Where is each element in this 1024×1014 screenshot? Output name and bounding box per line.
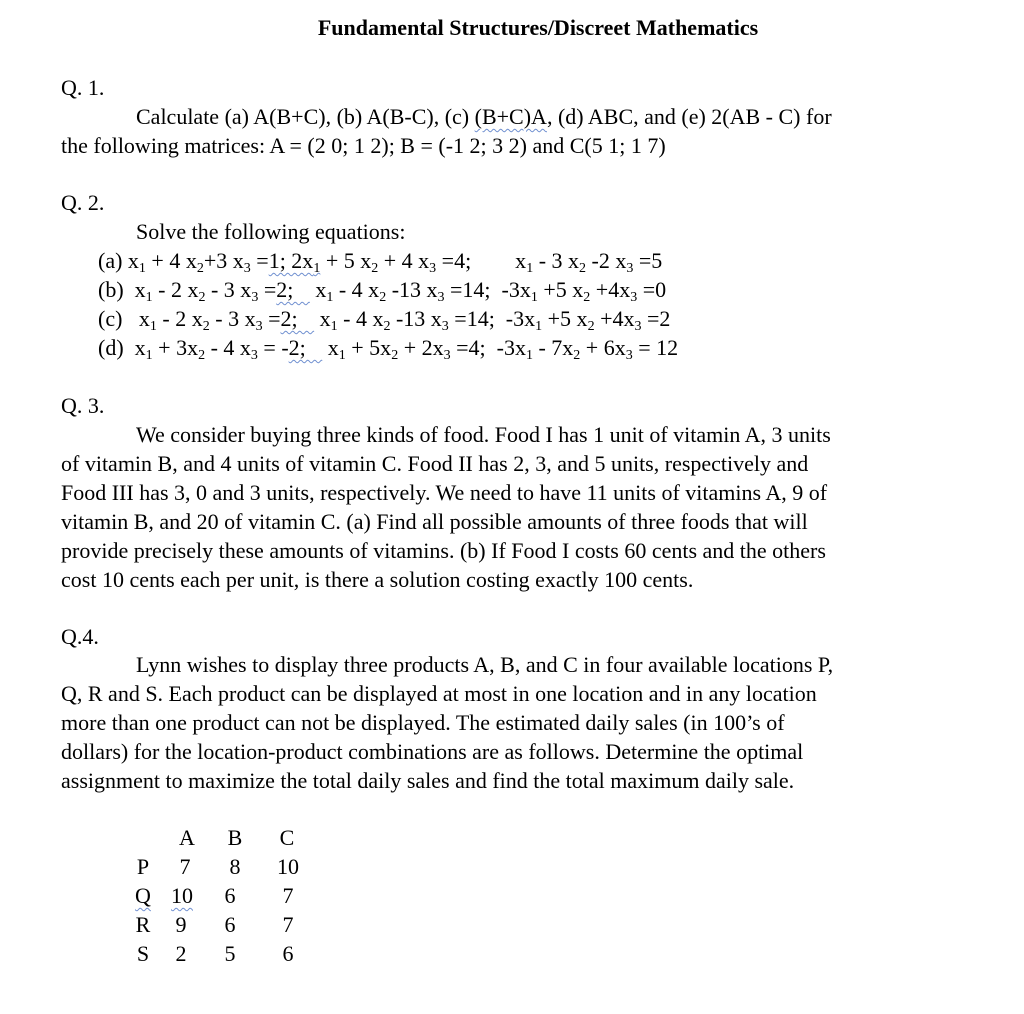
q3-line-5: cost 10 cents each per unit, is there a solution costing exactly 100 cents. [61,567,694,592]
q3-line-4: provide precisely these amounts of vitamins. (b) If Food I costs 60 cents and the others [61,538,826,563]
table-cell: 7 [282,912,294,937]
q3-label: Q. 3. [61,393,105,418]
table-row-label: Q [135,883,151,908]
table-cell: 7 [282,883,294,908]
table-cell: 6 [282,941,294,966]
table-row-label: S [136,941,150,966]
table-cell: 8 [229,854,241,879]
q2-item-b-label: (b) [98,277,124,302]
table-row-label: R [135,912,151,937]
table-row-label: P [136,854,150,879]
q4-line-4: assignment to maximize the total daily sales and find the total maximum daily sale. [61,768,795,793]
sales-table [120,825,320,975]
q2-label: Q. 2. [61,190,105,215]
q1-label: Q. 1. [61,75,105,100]
table-col-header: C [279,825,295,850]
table-cell: 9 [175,912,187,937]
q1-line2: the following matrices: A = (2 0; 1 2); B = (-1 2; 3 2) and C(5 1; 1 7) [61,133,666,158]
q2-item-c-label: (c) [98,306,123,331]
table-col-header: B [227,825,243,850]
q1-line1-post: , (d) ABC, and (e) 2(AB - C) for [546,104,832,129]
table-col-header: A [179,825,195,850]
q3-line-3: vitamin B, and 20 of vitamin C. (a) Find all possible amounts of three foods that will [61,509,808,534]
table-cell: 2 [175,941,187,966]
q2-item-d: (d) $x_1 + 3x_2 - 4$ $x_3 = -2$; $x_1 + 5x_2 + 2x_3 =4$; $-3x_1 - 7x_2 + 6x_3 = 12$ [98,335,679,363]
table-cell: 10 [277,854,299,879]
q1-line1-flag: (B+C)A [474,104,547,129]
q1-line1-pre: Calculate (a) A(B+C), (b) A(B-C), (c) [136,104,475,129]
q1-line1 [136,104,832,130]
q4-label: Q.4. [61,624,99,649]
q3-line-0: We consider buying three kinds of food. Food I has 1 unit of vitamin A, 3 units [136,422,831,447]
table-cell: 10 [171,883,193,908]
table-cell: 5 [224,941,236,966]
q4-line-2: more than one product can not be displayed. The estimated daily sales (in 100’s of [61,710,785,735]
q2-item-d-label: (d) [98,335,124,360]
q3-line-1: of vitamin B, and 4 units of vitamin C. Food II has 2, 3, and 5 units, respectively and [61,451,809,476]
q4-line-0: Lynn wishes to display three products A, B, and C in four available locations P, [136,652,834,677]
q2-intro: Solve the following equations: [136,219,406,244]
table-cell: 6 [224,912,236,937]
q2-item-a-label: (a) [98,248,123,273]
q2-item-b: (b) $x_1 - 2$ $x_2 - 3$ $x_3 =2$; $x_1 - 4$ $x_2$ -13 $x_3 =14$; $-3x_1 +5$ $x_2 +4x_3 =0$ [98,277,667,305]
q4-line-1: Q, R and S. Each product can be displayed at most in one location and in any location [61,681,817,706]
q2-item-c: (c) $x_1 - 2$ $x_2 - 3$ $x_3 =2$; $x_1 - 4$ $x_2$ -13 $x_3 =14$; $-3x_1 +5$ $x_2 +4x_3 =2$ [98,306,671,334]
table-cell: 7 [179,854,191,879]
q3-line-2: Food III has 3, 0 and 3 units, respectively. We need to have 11 units of vitamins A, 9 of [61,480,828,505]
q4-line-3: dollars) for the location-product combinations are as follows. Determine the optimal [61,739,804,764]
q2-item-a: (a) $x_1 + 4$ $x_2+3$ $x_3 =1$; $2x_1 + 5$ $x_2 + 4$ $x_3 =4$; $x_1 - 3$ $x_2$ -2 $x_3 =5$ [98,248,663,276]
page-title: Fundamental Structures/Discreet Mathematics [317,15,759,40]
table-cell: 6 [224,883,236,908]
